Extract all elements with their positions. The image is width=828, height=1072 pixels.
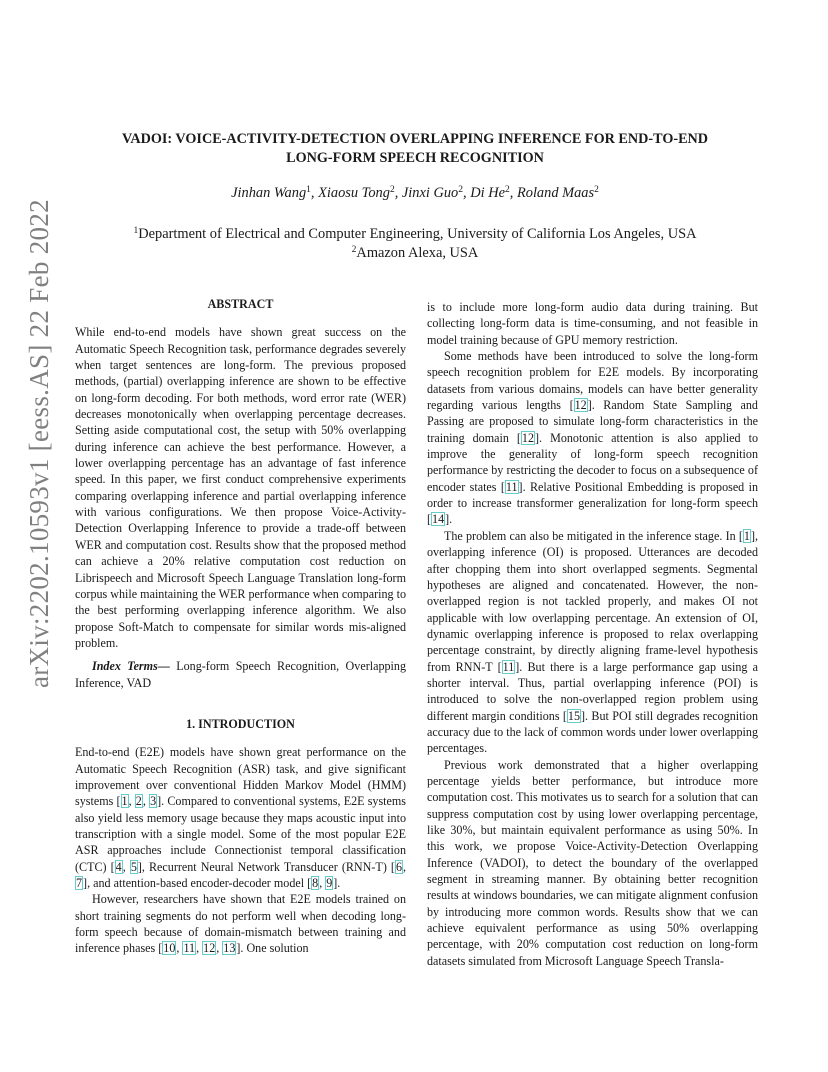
- right-column: [427, 299, 758, 969]
- index-terms-text: Long-form Speech Recognition, Overlapping Inference, VAD: [75, 659, 407, 690]
- affiliation-mark: 2: [351, 245, 357, 255]
- citation-link[interactable]: 12: [521, 430, 535, 445]
- citation-link[interactable]: 1: [121, 794, 128, 809]
- affiliation-mark: 2: [389, 185, 395, 195]
- author: Jinxi Guo: [401, 185, 459, 201]
- affiliation-line: [70, 225, 760, 244]
- affiliations: [70, 225, 760, 263]
- index-terms: [75, 658, 406, 691]
- text-run: ,: [319, 876, 326, 890]
- text-run: End-to-end (E2E) models have shown great performance on the Automatic Speech Recognition (ASR) task, and give significant improvement over conventional Hidden Markov Model (HMM) systems [: [75, 745, 406, 809]
- text-run: ]. One solution: [236, 941, 309, 956]
- citation-link[interactable]: 14: [432, 512, 445, 527]
- paragraph: [427, 528, 758, 757]
- citation-link[interactable]: 10: [163, 941, 176, 956]
- citation-link[interactable]: 12: [574, 398, 587, 413]
- citation-link[interactable]: 11: [183, 941, 196, 956]
- text-run: ].: [445, 512, 453, 527]
- citation-link[interactable]: 13: [223, 941, 236, 956]
- paragraph: [75, 891, 406, 956]
- author: Xiaosu Tong: [318, 185, 390, 201]
- citation-link[interactable]: 9: [326, 876, 333, 890]
- citation-link[interactable]: 1: [743, 528, 750, 543]
- paragraph: [427, 757, 758, 969]
- affiliation-text: Department of Electrical and Computer Engineering, University of California Los Angeles, USA: [138, 226, 697, 242]
- citation-link[interactable]: 12: [203, 941, 216, 956]
- author: Jinhan Wang: [231, 185, 307, 201]
- citation-link[interactable]: 11: [502, 659, 515, 674]
- citation-link[interactable]: 11: [505, 479, 518, 494]
- text-run: ]. Compared to conventional systems, E2E systems also yield less memory usage because they maps acoustic input into transcription with a single model. Some of the most popular E2E ASR approaches include Connectionist temporal classification (CTC) [: [75, 794, 407, 874]
- left-column: [75, 296, 406, 957]
- paragraph: [427, 299, 758, 348]
- author: Di He: [470, 185, 505, 201]
- text-run: ]. Random State Sampling and Passing are proposed to simulate long-form characteristics in the training domain [: [427, 398, 758, 445]
- title-line-2: LONG-FORM SPEECH RECOGNITION: [286, 150, 544, 166]
- citation-link[interactable]: 15: [567, 708, 581, 723]
- author: Roland Maas: [516, 185, 595, 201]
- text-run: ,: [142, 794, 150, 809]
- affiliation-mark: 1: [133, 226, 139, 236]
- affiliation-mark: 2: [594, 185, 599, 195]
- text-run: ]. But POI still degrades recognition accuracy due to the lack of common words under lower overlapping percentages.: [427, 708, 758, 756]
- paragraph: [427, 348, 758, 528]
- affiliation-mark: 1: [306, 185, 311, 195]
- text-run: ,: [122, 859, 130, 874]
- text-run: Previous work demonstrated that a higher overlapping percentage yields better performance, but introduce more computation cost. This motivates us to search for a solution that can suppress computation cost by using lower overlapping percentage, like 30%, but maintain equivalent performance as using 50%. In this work, we propose Voice-Activity-Detection Overlapping Inference (VADOI), to detect the boundary of the overlapped segment in streaming manner. By obtaining better recognition results at windows boundaries, we can mitigate alignment confusion by introducing more common words. Results show that we can achieve equivalent performance as using 50% overlapping percentage, with 20% computation cost reduction on long-form datasets simulated from Microsoft Language Speech Transla-: [427, 757, 758, 968]
- text-run: The problem can also be mitigated in the inference stage. In [: [444, 528, 743, 543]
- text-run: ,: [128, 794, 135, 809]
- citation-link[interactable]: 7: [76, 876, 83, 890]
- text-run: ], Recurrent Neural Network Transducer (RNN-T) [: [137, 859, 395, 874]
- citation-link[interactable]: 2: [135, 794, 142, 809]
- paragraph: [75, 744, 406, 891]
- affiliation-line: [70, 244, 760, 263]
- citation-link[interactable]: 8: [312, 876, 319, 890]
- abstract-text: While end-to-end models have shown great success on the Automatic Speech Recognition task, performance degrades severely when target sentences are long-form. The previous proposed methods, (partial) overlapping inference are shown to be effective on long-form decoding. For both methods, word error rate (WER) decreases monotonically when overlapping percentage decreases. Setting aside computational cost, the setup with 50% overlapping during inference can achieve the best performance. However, a lower overlapping percentage has an advantage of fast inference speed. In this paper, we first conduct comprehensive experiments comparing overlapping inference and partial overlapping inference with various configurations. We then propose Voice-Activity-Detection Overlapping Inference to provide a trade-off between WER and computation cost. Results show that the proposed method can achieve a 20% relative computation cost reduction on Librispeech and Microsoft Speech Language Translation long-form corpus while maintaining the WER performance when comparing to the best performing overlapping inference algorithm. We also propose Soft-Match to compensate for similar words mis-aligned problem.: [75, 325, 406, 650]
- affiliation-mark: 2: [458, 185, 464, 195]
- text-run: ]. Monotonic attention is also applied to improve the generality of long-form speech recognition performance by restricting the decoder to focus on a subsequence of encoder states [: [427, 430, 758, 494]
- text-run: ], and attention-based encoder-decoder model [: [83, 876, 312, 890]
- paper-title: [70, 130, 760, 168]
- affiliation-text: Amazon Alexa, USA: [356, 245, 479, 261]
- affiliation-mark: 2: [505, 185, 510, 195]
- citation-link[interactable]: 6: [395, 859, 402, 874]
- text-run: ], overlapping inference (OI) is proposed. Utterances are decoded after chopping them into short overlapped segments. Segmental hypotheses are aligned and concatenated. However, the non-overlapped region is not tackled properly, and makes OI not applicable with low overlapping percentage. An extension of OI, dynamic overlapping inference is proposed to relax overlapping percentage constraint, by directly aligning frame-level hypothesis from RNN-T [: [427, 528, 758, 674]
- citation-link[interactable]: 5: [130, 859, 137, 874]
- text-run: ].: [333, 876, 341, 890]
- citation-link[interactable]: 4: [115, 859, 122, 874]
- citation-link[interactable]: 3: [150, 794, 157, 809]
- text-run: ,: [402, 859, 407, 874]
- text-run: ]. But there is a large performance gap using a shorter interval. Thus, partial overlapping inference (POI) is introduced to solve the non-overlapped region problem using different margin conditions [: [427, 659, 758, 723]
- abstract-heading: ABSTRACT: [207, 297, 274, 311]
- arxiv-identifier: arXiv:2202.10593v1 [eess.AS] 22 Feb 2022: [24, 199, 54, 688]
- text-run: ,: [216, 941, 223, 956]
- text-run: Some methods have been introduced to solve the long-form speech recognition problem for E2E models. By incorporating datasets from various domains, models can have better generality regarding various lengths [: [427, 349, 758, 413]
- title-line-1: VADOI: VOICE-ACTIVITY-DETECTION OVERLAPPING INFERENCE FOR END-TO-END: [121, 131, 709, 147]
- author-list: Jinhan Wang$^1$, Xiaosu Tong$^2$, Jinxi Guo$^2$, Di He$^2$, Roland Maas$^2$: [231, 185, 599, 201]
- text-run: However, researchers have shown that E2E models trained on short training segments do not perform well when decoding long-form speech because of domain-mismatch between training and inference phases [: [75, 892, 406, 956]
- text-run: ]. Relative Positional Embedding is proposed in order to increase transformer generalization for long-form speech [: [427, 479, 758, 527]
- index-terms-label: Index Terms—: [92, 659, 170, 674]
- section-heading-introduction: 1. INTRODUCTION: [186, 716, 295, 731]
- text-run: ,: [196, 941, 203, 956]
- text-run: ,: [176, 941, 183, 956]
- text-run: is to include more long-form audio data during training. But collecting long-form data is time-consuming, and not feasible in model training because of GPU memory restriction.: [427, 300, 758, 347]
